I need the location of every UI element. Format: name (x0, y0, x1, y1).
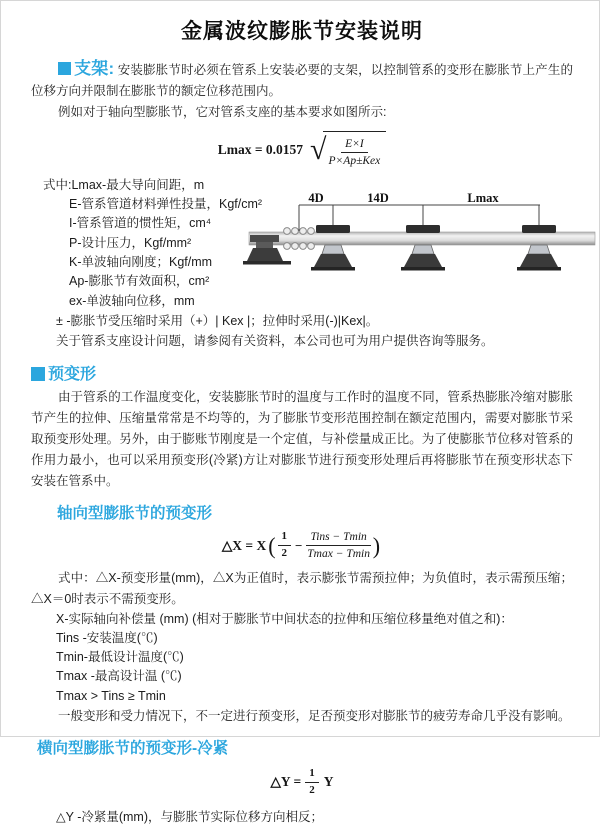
definition-line: I-管系管道的惯性矩，cm⁴ (69, 216, 212, 231)
page-title: 金属波纹膨胀节安装说明 (181, 20, 423, 43)
half-denominator: 2 (281, 547, 288, 560)
predeform-body-paragraph: 由于管系的工作温度变化，安装膨胀节时的温度与工作时的温度不同，管系热膨胀冷缩对膨胀节产生的拉伸、压缩量常常是不均等的，为了膨胀节变形范围控制在额定范围内，需要对膨胀节采取预变形处理。另外，由于膨账节刚度是一个定值，与补偿量成正比。为了使膨胀节位移对管系的作用力最小，也可以采用预变形(冷紧)方让对膨胀节进行预变形处理后再将膨胀节在预变形状态下安装在管系中。 (31, 389, 573, 488)
section-bullet-icon (31, 367, 45, 381)
formula-axial (31, 530, 573, 562)
predeform-heading-row (31, 361, 573, 384)
guide-support-icon (311, 225, 355, 271)
lmax-fraction (329, 137, 381, 169)
pipe-support-diagram-svg (243, 191, 597, 289)
t-definition-line: Tmin-最低设计温度(℃) (56, 650, 184, 665)
dim-label-4d: 4D (308, 191, 324, 205)
half-fraction (305, 767, 319, 798)
dim-label-lmax: Lmax (467, 191, 499, 205)
formula-lateral (31, 767, 573, 798)
half-denominator: 2 (309, 783, 315, 796)
formula-axial-lhs: △X = X (221, 537, 267, 553)
half-numerator: 1 (305, 767, 319, 783)
close-paren: ) (372, 532, 381, 559)
x-definition-line: X-实际轴向补偿量 (mm) (相对于膨胀节中间状态的拉伸和压缩位移量绝对值之和)： (56, 611, 513, 626)
half-numerator: 1 (278, 530, 292, 546)
support-example-line: 例如对于轴向型膨胀节，它对管系支座的基本要求如图所示: (58, 105, 387, 119)
temperature-fraction-denominator: Tmax − Tmin (307, 548, 370, 561)
support-heading: 支架: (74, 59, 115, 78)
lateral-subheading: 横向型膨胀节的预变形-冷紧 (37, 740, 229, 758)
section-bullet-icon (58, 62, 71, 75)
lateral-note-line: △Y -冷紧量(mm)，与膨胀节实际位移方向相反； (56, 809, 324, 824)
formula-lateral-lhs: △Y = (270, 774, 302, 790)
guide-support-icon (401, 225, 445, 271)
pipe-support-diagram (243, 191, 597, 289)
support-intro-text: 安装膨胀节时必须在管系上安装必要的支架，以控制管系的变形在膨胀节上产生的位移方向并限制在膨胀节的额定位移范围内。 (31, 63, 573, 98)
plusminus-note: ± -膨胀节受压缩时采用（+）| Kex |；拉伸时采用(-)|Kex|。 (56, 313, 379, 328)
half-fraction (278, 530, 292, 561)
axial-note-line: 一般变形和受力情况下，不一定进行预变形，足否预变形对膨胀节的疲劳寿命几乎没有影响。 (58, 709, 571, 724)
formula-lmax (31, 131, 573, 169)
definition-line: Ap-膨胀节有效面积，cm² (69, 274, 210, 289)
lmax-fraction-denominator: P×Ap±Kex (328, 155, 381, 168)
service-note: 关于管系支座设计问题，请参阅有关资料，本公司也可为用户提供咨询等服务。 (56, 333, 494, 348)
radical-content (323, 131, 387, 169)
definition-line: 式中:Lmax-最大导向间距，m (43, 177, 205, 192)
t-definition-line: Tins -安装温度(℃) (56, 630, 158, 645)
temperature-fraction-numerator: Tins − Tmin (306, 530, 370, 546)
minus-operator: − (295, 537, 303, 553)
definition-line: P-设计压力，Kgf/mm² (69, 235, 192, 250)
guide-support-icon (517, 225, 561, 271)
temperature-fraction (306, 530, 370, 562)
t-definition-line: Tmax -最高设计温 (℃) (56, 669, 182, 684)
predeform-heading: 预变形 (48, 365, 97, 383)
lmax-fraction-numerator: E×I (341, 137, 368, 153)
formula-lateral-rhs: Y (323, 774, 334, 790)
definition-line: ex-单波轴向位移，mm (69, 293, 195, 308)
support-intro-paragraph (31, 58, 573, 102)
open-paren: ( (268, 532, 276, 559)
radical-sign: √ (310, 132, 327, 166)
dim-label-14d: 14D (367, 191, 389, 205)
definition-line: K-单波轴向刚度；Kgf/mm (69, 254, 213, 269)
t-definition-line: Tmax > Tins ≥ Tmin (56, 688, 166, 703)
formula-lmax-lhs: Lmax = 0.0157 (217, 141, 304, 157)
axial-explanation-paragraph: 式中：△X-预变形量(mm)，△X为正值时，表示膨张节需预拉伸；为负值时，表示需预压缩；△X＝0时表示不需预变形。 (31, 570, 573, 606)
axial-subheading: 轴向型膨胀节的预变形 (57, 504, 213, 522)
definition-line: E-管系管道材料弹性投量，Kgf/cm² (69, 197, 263, 212)
